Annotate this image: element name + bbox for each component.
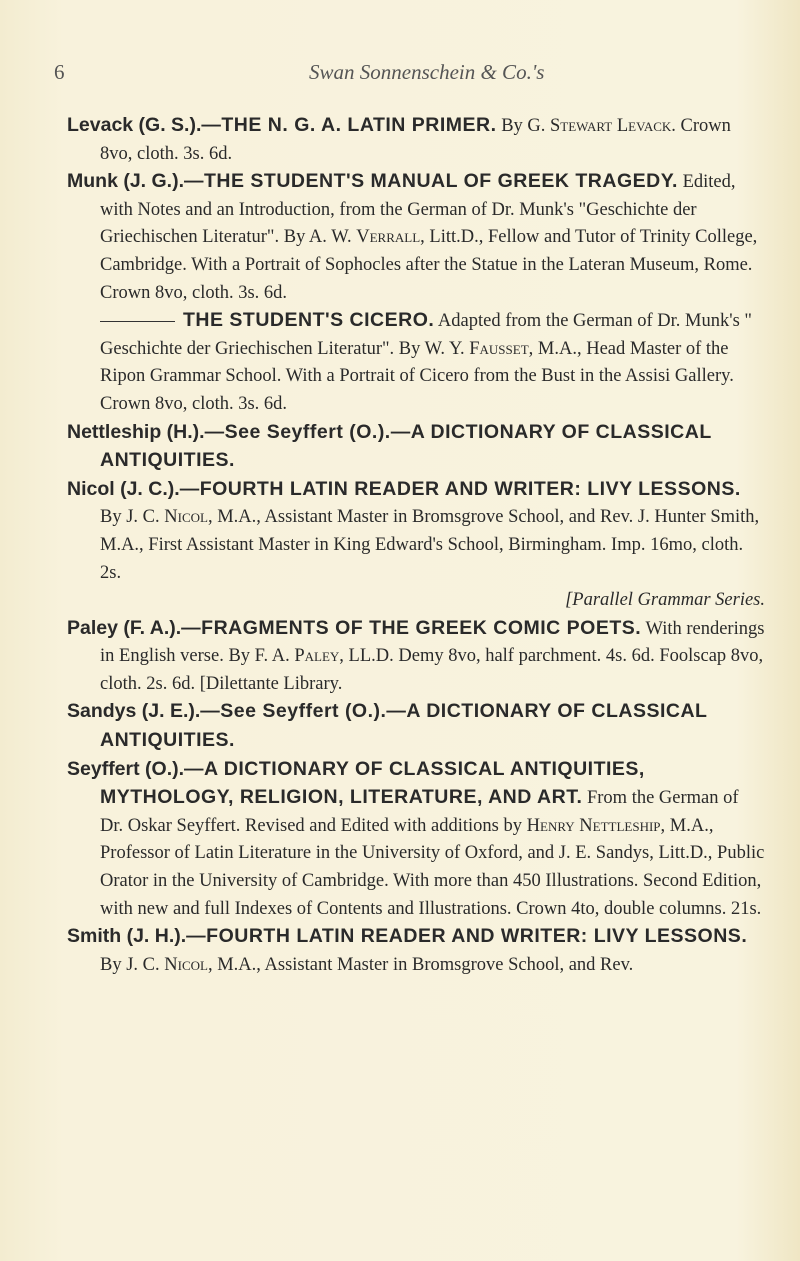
entry-author-name: Paley xyxy=(294,646,340,667)
page-number: 6 xyxy=(54,60,65,84)
entry-author-name: Nicol xyxy=(164,507,208,528)
entry-title: —THE STUDENT'S MANUAL OF GREEK TRAGEDY. xyxy=(184,170,678,193)
entry-title: —A DICTIONARY OF CLASSICAL ANTIQUITIES, MYTHOLOGY, RELIGION, LITERATURE, AND ART. xyxy=(100,757,645,809)
entry-title: —FOURTH LATIN READER AND WRITER: LIVY LESSONS. xyxy=(186,925,748,948)
entry-nicol xyxy=(67,476,765,615)
entry-author-name: Fausset xyxy=(469,338,529,359)
entry-author: Nettleship (H.). xyxy=(67,420,205,443)
entry-author: Smith (J. H.). xyxy=(67,925,187,948)
entry-details: , M.A., Assistant Master in Bromsgrove School, and Rev. J. Hunter Smith, M.A., First Assistant Master in King Edward's School, Birmingham. Imp. 16mo, cloth. 2s. xyxy=(100,507,760,583)
entry-author-name: Verrall xyxy=(356,227,421,248)
entry-author: Nicol (J. C.). xyxy=(67,477,180,500)
series-note: [Parallel Grammar Series. xyxy=(565,590,765,611)
running-head: Swan Sonnenschein & Co.'s xyxy=(309,60,545,84)
entry-details: , M.A., Professor of Latin Literature in the University of Oxford, and J. E. Sandys, Litt.D., Public Orator in the University of Cambridge. With more than 450 Illustrations. Second Edition, with new and full Indexes of Contents and Illustrations. Crown 4to, double columns. 21s. xyxy=(100,815,765,919)
entry-paley xyxy=(67,615,765,699)
entry-nettleship xyxy=(67,419,765,476)
catalogue-entries xyxy=(67,112,765,979)
entry-seyffert xyxy=(67,756,765,924)
entry-author-name: Stewart Levack xyxy=(550,116,672,136)
entry-body: Adapted from the German of Dr. Munk's " Geschichte der Griechischen Literatur". By W. Y. xyxy=(100,311,752,359)
entry-title: —FRAGMENTS OF THE GREEK COMIC POETS. xyxy=(181,616,642,639)
entry-author: Paley (F. A.). xyxy=(67,616,182,639)
entry-title: —See Seyffert (O.).—A DICTIONARY OF CLASSICAL ANTIQUITIES. xyxy=(100,700,708,752)
entry-title: —FOURTH LATIN READER AND WRITER: LIVY LESSONS. xyxy=(179,477,741,500)
entry-title: THE STUDENT'S CICERO. xyxy=(183,309,435,332)
entry-author-name: Nicol xyxy=(164,954,208,975)
entry-details: , M.A., Head Master of the Ripon Grammar School. With a Portrait of Cicero from the Bust in the Assisi Gallery. Crown 8vo, cloth. 3s. 6d. xyxy=(100,338,734,414)
entry-levack xyxy=(67,112,765,168)
entry-sandys xyxy=(67,698,765,755)
entry-body: With renderings in English verse. By F. A. xyxy=(100,618,765,667)
entry-details: , LL.D. Demy 8vo, half parchment. 4s. 6d. Foolscap 8vo, cloth. 2s. 6d. [Dilettante Library. xyxy=(100,646,764,694)
entry-author: Munk (J. G.). xyxy=(67,170,184,193)
entry-author: Levack (G. S.). xyxy=(67,114,202,136)
entry-body: Edited, with Notes and an Introduction, from the German of Dr. Munk's "Geschichte der Griechischen Literatur". By A. W. xyxy=(100,172,736,248)
entry-munk-cicero xyxy=(67,307,765,418)
entry-body: By J. C. xyxy=(100,507,165,528)
entry-details: , M.A., Assistant Master in Bromsgrove School, and Rev. xyxy=(207,954,634,975)
entry-author-name: Henry Nettleship xyxy=(526,815,661,836)
entry-details: , Litt.D., Fellow and Tutor of Trinity College, Cambridge. With a Portrait of Sophocles after the Statue in the Lateran Museum, Rome. Crown 8vo, cloth. 3s. 6d. xyxy=(100,227,758,303)
entry-body: From the German of Dr. Oskar Seyffert. Revised and Edited with additions by xyxy=(100,788,739,836)
entry-body: By G. xyxy=(496,116,551,136)
entry-smith xyxy=(67,923,765,979)
entry-title: —THE N. G. A. LATIN PRIMER. xyxy=(201,114,497,136)
ditto-dash xyxy=(100,321,175,322)
entry-details: . Crown 8vo, cloth. 3s. 6d. xyxy=(100,116,731,164)
entry-munk xyxy=(67,168,765,307)
entry-author: Sandys (J. E.). xyxy=(67,700,201,723)
entry-author: Seyffert (O.). xyxy=(67,757,185,780)
entry-title: —See Seyffert (O.).—A DICTIONARY OF CLASSICAL ANTIQUITIES. xyxy=(100,420,712,472)
entry-body: By J. C. xyxy=(100,954,165,975)
